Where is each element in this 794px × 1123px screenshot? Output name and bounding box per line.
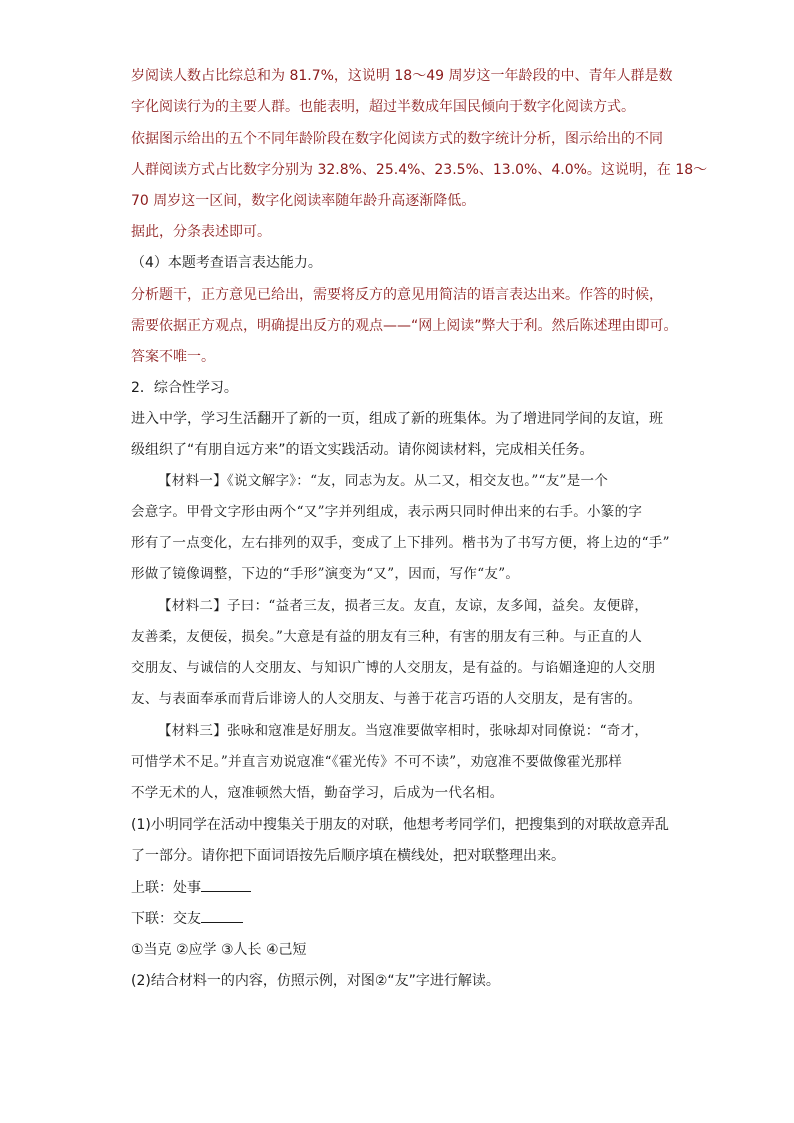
material-one-line: 【材料一】《说文解字》：“友，同志为友。从二又，相交友也。”“友”是一个 <box>158 473 609 489</box>
task-two-prompt: (2)结合材料一的内容，仿照示例，对图②“友”字进行解读。 <box>131 973 500 989</box>
lower-couplet <box>131 904 671 934</box>
analysis-line: 依据图示给出的五个不同年龄阶段在数字化阅读方式的数字统计分析，图示给出的不同 <box>131 131 663 147</box>
question-intro: 进入中学，学习生活翻开了新的一页，组成了新的班集体。为了增进同学间的友谊，班 <box>131 411 663 427</box>
material-three-line: 【材料三】张咏和寇准是好朋友。当寇准要做宰相时，张咏却对同僚说：“奇才， <box>158 723 649 739</box>
material-two-line: 交朋友、与诚信的人交朋友、与知识广博的人交朋友，是有益的。与谄媚逢迎的人交朋 <box>131 660 656 676</box>
material-two-line: 友、与表面奉承而背后诽谤人的人交朋友、与善于花言巧语的人交朋友，是有害的。 <box>131 691 642 707</box>
material-two-line: 友善柔，友便佞，损矣。”大意是有益的朋友有三种，有害的朋友有三种。与正直的人 <box>131 629 643 645</box>
analysis-subheading: （4）本题考查语言表达能力。 <box>131 255 322 271</box>
question-heading: 2．综合性学习。 <box>131 380 238 396</box>
task-one-prompt: 了一部分。请你把下面词语按先后顺序填在横线处，把对联整理出来。 <box>131 848 565 864</box>
analysis-line: 需要依据正方观点，明确提出反方的观点——“网上阅读”弊大于利。然后陈述理由即可。 <box>131 318 678 334</box>
material-one-line: 形有了一点变化，左右排列的双手，变成了上下排列。楷书为了书写方便，将上边的“手” <box>131 535 670 551</box>
analysis-line: 答案不唯一。 <box>131 349 215 365</box>
material-three-line: 不学无术的人，寇准顿然大悟，勤奋学习，后成为一代名相。 <box>131 785 504 801</box>
lower-couplet-label: 下联：交友 <box>131 911 201 927</box>
word-options: ①当克 ②应学 ③人长 ④己短 <box>131 942 307 958</box>
analysis-line: 岁阅读人数占比综总和为 81.7%，这说明 18～49 周岁这一年龄段的中、青年人群是数 <box>131 68 673 84</box>
analysis-line: 70 周岁这一区间，数字化阅读率随年龄升高逐渐降低。 <box>131 193 476 209</box>
analysis-line: 据此，分条表述即可。 <box>131 224 271 240</box>
upper-couplet-label: 上联：处事 <box>131 880 201 896</box>
material-two-line: 【材料二】子曰：“益者三友，损者三友。友直，友谅，友多闻，益矣。友便辟， <box>158 598 649 614</box>
analysis-line: 分析题干，正方意见已给出，需要将反方的意见用简洁的语言表达出来。作答的时候， <box>131 287 663 303</box>
material-one-line: 形做了镜像调整，下边的“手形”演变为“又”，因而，写作“友”。 <box>131 566 520 582</box>
lower-couplet-blank[interactable] <box>201 906 243 923</box>
analysis-line: 人群阅读方式占比数字分别为 32.8%、25.4%、23.5%、13.0%、4.0%。这说明，在 18～ <box>131 162 708 178</box>
task-one-prompt: (1)小明同学在活动中搜集关于朋友的对联，他想考考同学们，把搜集到的对联故意弄乱 <box>131 817 669 833</box>
upper-couplet-blank[interactable] <box>201 875 251 892</box>
analysis-line: 字化阅读行为的主要人群。也能表明，超过半数成年国民倾向于数字化阅读方式。 <box>131 99 635 115</box>
material-three-line: 可惜学术不足。”并直言劝说寇准“《霍光传》不可不读”，劝寇准不要做像霍光那样 <box>131 754 623 770</box>
upper-couplet <box>131 873 671 903</box>
question-intro: 级组织了“有朋自远方来”的语文实践活动。请你阅读材料，完成相关任务。 <box>131 442 594 458</box>
material-one-line: 会意字。甲骨文字形由两个“又”字并列组成，表示两只同时伸出来的右手。小篆的字 <box>131 504 643 520</box>
